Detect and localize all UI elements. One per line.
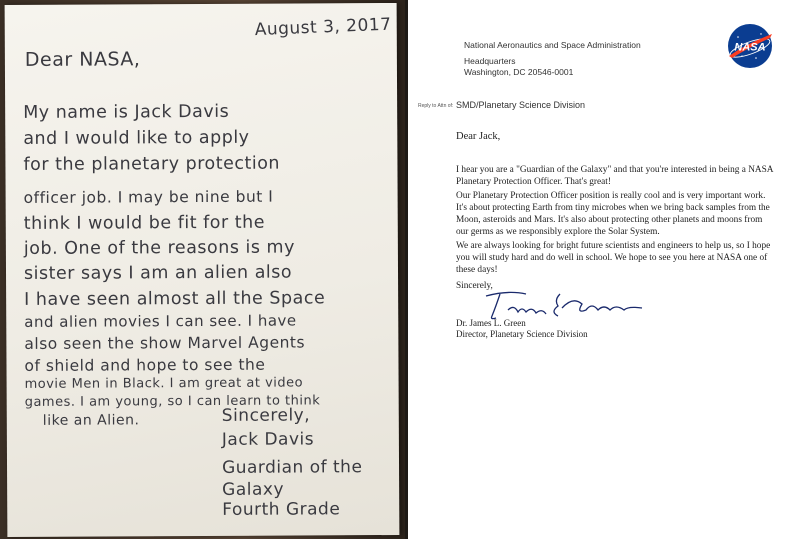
letter-line: My name is Jack Davis xyxy=(23,101,230,123)
letter-line: job. One of the reasons is my xyxy=(23,237,295,259)
letter-date: August 3, 2017 xyxy=(254,14,392,41)
letter-signer-name: Jack Davis xyxy=(221,429,315,450)
letter-paragraph-1: I hear you are a "Guardian of the Galaxy" and that you're interested in being a NASA Planetary Protection Officer. That's great! xyxy=(456,165,773,187)
letter-greeting: Dear NASA, xyxy=(24,48,141,71)
reply-attn-value: SMD/Planetary Science Division xyxy=(456,100,586,110)
letter-line: for the planetary protection xyxy=(23,153,281,175)
agency-name: National Aeronautics and Space Administration xyxy=(464,40,641,50)
letter-line: also seen the show Marvel Agents xyxy=(24,333,306,353)
letter-line: movie Men in Black. I am great at video xyxy=(24,375,304,392)
letter-signer-grade: Fourth Grade xyxy=(222,499,341,520)
signer-name: Dr. James L. Green xyxy=(456,318,526,328)
nasa-logo-text: NASA xyxy=(734,41,766,54)
letter-line: officer job. I may be nine but I xyxy=(23,187,274,207)
letter-signer-title: Guardian of the xyxy=(221,457,363,478)
letter-salutation: Dear Jack, xyxy=(456,131,501,142)
letter-line: and I would like to apply xyxy=(23,127,250,149)
letter-line: I have seen almost all the Space xyxy=(24,288,326,310)
letter-paragraph-2: Our Planetary Protection Officer position is really cool and is very important work. It's about protecting Earth from tiny microbes when we bring back samples from the Moon, asteroids and Mars. It's also about protecting other planets and moons from our germs as we responsibly explore the Solar System. xyxy=(456,191,770,237)
letter-line: sister says I am an alien also xyxy=(23,262,293,284)
letter-line: think I would be fit for the xyxy=(23,212,266,234)
letter-paragraph-3: We are always looking for bright future scientists and engineers to help us, so I hope you will study hard and do well in school. We hope to see you here at NASA one of these days! xyxy=(456,241,771,275)
handwritten-paper xyxy=(5,3,400,537)
nasa-meatball-logo xyxy=(726,22,774,70)
letter-line: and alien movies I can see. I have xyxy=(24,311,297,331)
agency-hq: Headquarters xyxy=(464,56,516,66)
letter-signoff: Sincerely, xyxy=(221,405,311,426)
agency-address: Washington, DC 20546-0001 xyxy=(464,67,574,77)
letter-line: games. I am young, so I can learn to think xyxy=(24,393,321,410)
signer-title: Director, Planetary Science Division xyxy=(456,329,588,339)
letterhead xyxy=(464,40,641,78)
letter-line: like an Alien. xyxy=(42,412,140,429)
reply-attn-label: Reply to Attn of: xyxy=(418,103,454,109)
letter-signer-title: Galaxy xyxy=(222,479,285,500)
signer-block xyxy=(456,318,588,340)
letter-line: of shield and hope to see the xyxy=(24,355,266,375)
letter-closing: Sincerely, xyxy=(456,281,493,291)
nasa-reply-letter xyxy=(408,0,800,539)
